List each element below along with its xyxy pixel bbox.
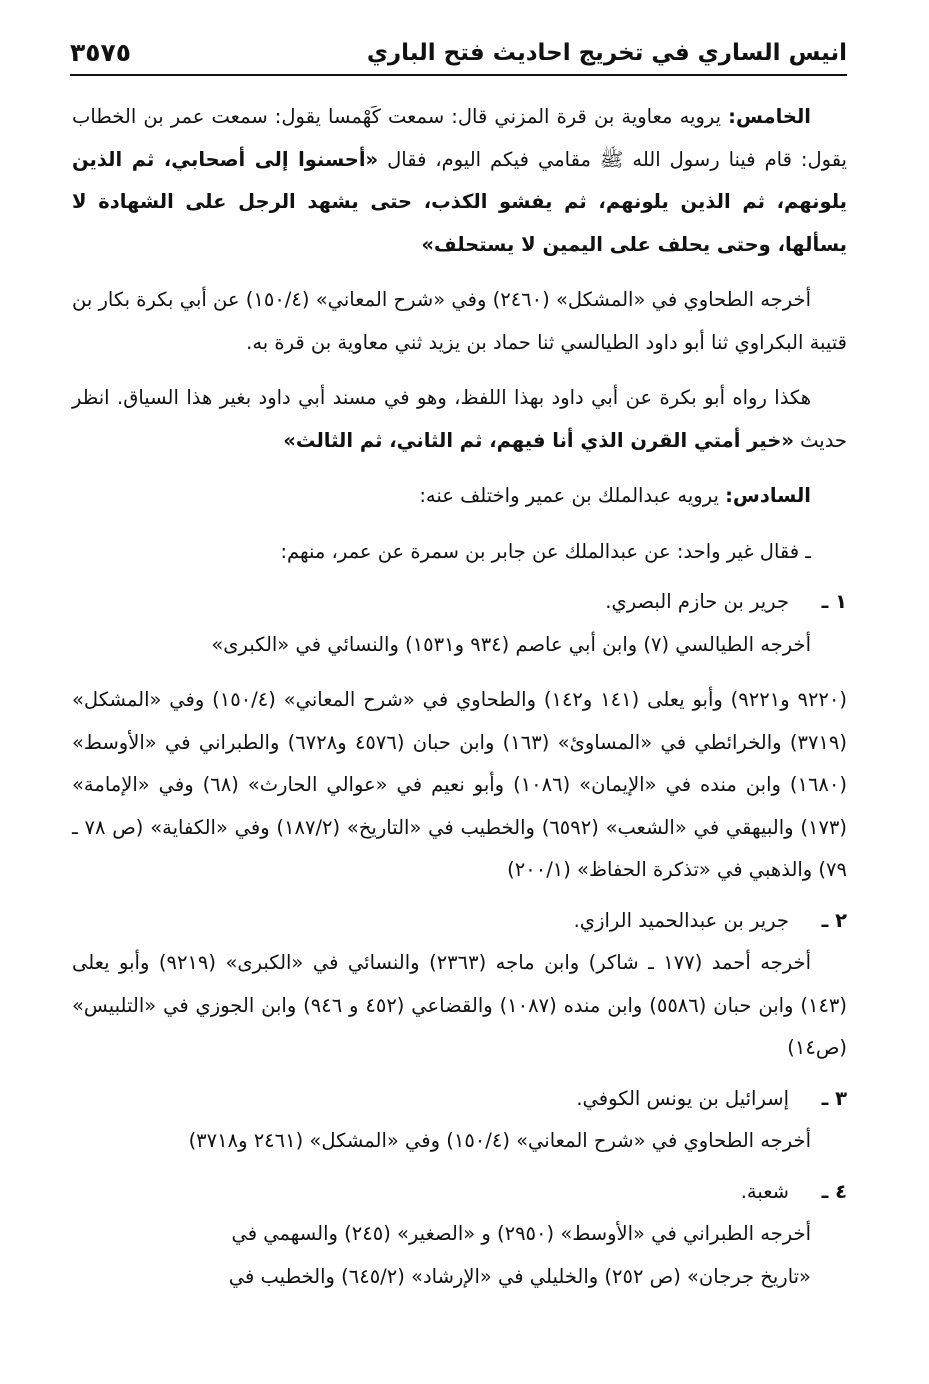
item-takhrij-continued: (٩٢٢٠ و٩٢٢١) وأبو يعلى (١٤١ و١٤٢) والطحاوي في «شرح المعاني» (١٥٠/٤) وفي «المشكل» (٣٧١٩) والخرائطي في «المساوئ» (١٦٣) وابن حبان (٤٥٧٦ و٦٧٢٨) والطبراني في «الأوسط» (١٦٨٠) وابن منده في «الإيمان» (١٠٨٦) وأبو نعيم في «عوالي الحارث» (٦٨) وفي «الإمامة» (١٧٣) والبيهقي في «الشعب» (٦٥٩٢) والخطيب في «التاريخ» (١٨٧/٢) وفي «الكفاية» (ص ٧٨ ـ ٧٩) والذهبي في «تذكرة الحفاظ» (٢٠٠/١)	[72, 688, 847, 881]
item-number: ٢ ـ	[821, 908, 847, 932]
narrator-name: شعبة.	[740, 1179, 789, 1203]
fifth-hadith-text: «أحسنوا إلى أصحابي، ثم الذين يلونهم، ثم الذين يلونهم، ثم يفشو الكذب، حتى يشهد الرجل على الشهادة لا يسألها، وحتى يحلف على اليمين لا يستحلف»	[72, 147, 847, 256]
item-takhrij-line: «تاريخ جرجان» (ص ٢٥٢) والخليلي في «الإرشاد» (٦٤٥/٢) والخطيب في	[228, 1264, 811, 1288]
list-item	[72, 581, 847, 624]
item-takhrij: أخرجه الطحاوي في «شرح المعاني» (١٥٠/٤) وفي «المشكل» (٢٤٦١ و٣٧١٨)	[188, 1129, 811, 1152]
item-number: ٣ ـ	[821, 1086, 847, 1110]
takhrij-paragraph: أخرجه الطحاوي في «المشكل» (٢٤٦٠) وفي «شرح المعاني» (١٥٠/٤) عن أبي بكرة بكار بن قتيبة البكراوي ثنا أبو داود الطيالسي ثنا حماد بن يزيد ثني معاوية بن قرة به.	[72, 288, 847, 354]
section-label-sixth: السادس:	[725, 484, 811, 507]
note-text: هكذا رواه أبو بكرة عن أبي داود بهذا اللفظ، وهو في مسند أبي داود بغير هذا السياق. انظر حديث	[72, 386, 847, 452]
running-header	[70, 34, 847, 76]
list-item	[72, 1171, 847, 1214]
dash-line: ـ فقال غير واحد: عن عبدالملك عن جابر بن سمرة عن عمر، منهم:	[280, 539, 811, 563]
sixth-text: يرويه عبدالملك بن عمير واختلف عنه:	[419, 484, 726, 507]
narrator-name: جرير بن حازم البصري.	[605, 590, 789, 613]
item-number: ٤ ـ	[821, 1179, 847, 1203]
paragraph-fifth	[72, 96, 847, 266]
list-item	[72, 900, 847, 943]
page-body	[72, 96, 847, 1384]
note-hadith-text: «خير أمتي القرن الذي أنا فيهم، ثم الثاني، ثم الثالث»	[283, 428, 794, 452]
item-takhrij: أخرجه أحمد (١٧٧ ـ شاكر) وابن ماجه (٢٣٦٣) والنسائي في «الكبرى» (٩٢١٩) وأبو يعلى (١٤٣) وابن حبان (٥٥٨٦) وابن منده (١٠٨٧) والقضاعي (٤٥٢ و ٩٤٦) وابن الجوزي في «التلبيس» (ص١٤)	[72, 951, 847, 1059]
item-number: ١ ـ	[821, 590, 847, 613]
narrator-name: جرير بن عبدالحميد الرازي.	[573, 908, 789, 932]
list-item	[72, 1078, 847, 1121]
paragraph-sixth	[72, 475, 847, 518]
narrator-name: إسرائيل بن يونس الكوفي.	[576, 1086, 789, 1110]
page-number: ٣٥٧٥	[70, 38, 132, 67]
book-title: انيس الساري في تخريج احاديث فتح الباري	[366, 40, 847, 66]
item-takhrij-line: أخرجه الطبراني في «الأوسط» (٢٩٥٠) و «الصغير» (٢٤٥) والسهمي في	[231, 1222, 811, 1245]
item-takhrij-first-line: أخرجه الطيالسي (٧) وابن أبي عاصم (٩٣٤ و١٥٣١) والنسائي في «الكبرى»	[211, 632, 811, 656]
note-paragraph	[72, 377, 847, 462]
section-label-fifth: الخامس:	[728, 105, 811, 128]
fifth-intro: يرويه معاوية بن قرة المزني قال: سمعت كَهْمسا يقول: سمعت عمر بن الخطاب يقول: قام فينا رسول الله ﷺ مقامي فيكم اليوم، فقال	[72, 105, 847, 171]
